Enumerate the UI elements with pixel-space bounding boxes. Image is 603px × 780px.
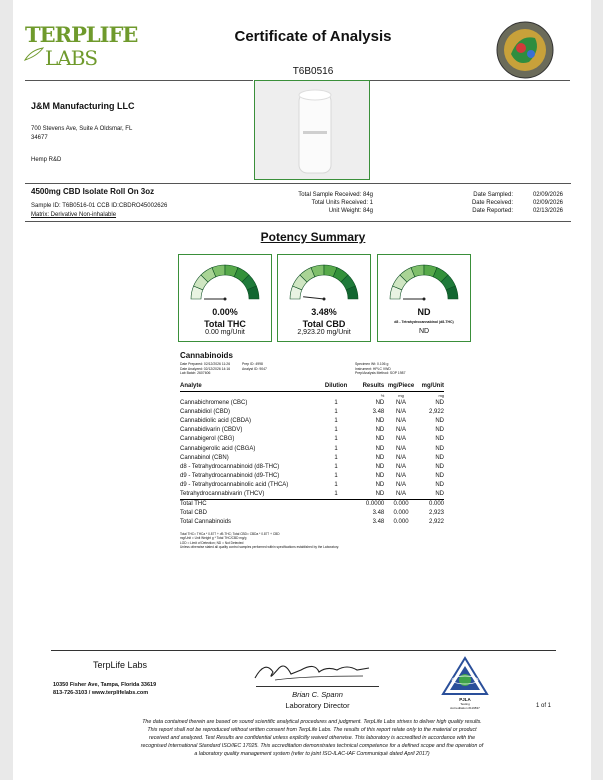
table-cell: 1 — [334, 490, 338, 497]
date-values — [513, 191, 563, 215]
gauge-card-cbd — [277, 254, 371, 342]
table-cell: Results — [351, 382, 385, 392]
product-name: 4500mg CBD Isolate Roll On 3oz — [31, 187, 155, 196]
table-cell: Cannabigerolic acid (CBGA) — [180, 445, 256, 452]
table-cell: 0.0000 — [351, 500, 385, 510]
table-cell: 3.48 — [372, 510, 385, 517]
table-cell: 1 — [334, 418, 338, 425]
table-cell: Cannabidiol (CBD) — [180, 409, 231, 416]
table-cell: N/A — [396, 445, 407, 452]
header-rule-left — [25, 80, 253, 81]
disclaimer-line: The data contained therein are based on sound scientific analytical procedures and judgment. TerpLife Labs strives to deliver high quality results. — [142, 719, 482, 725]
note-line: Unless otherwise stated all quality control samples performed within specifications established by the Laboratory. — [180, 545, 340, 550]
date-value: 02/09/2026 — [532, 192, 563, 198]
section-rule — [25, 221, 571, 222]
lab-name: TerpLife Labs — [93, 660, 148, 670]
table-row — [180, 382, 444, 392]
table-cell: N/A — [396, 436, 407, 443]
meta-line: Prep/Analysis Method: SOP 1987 — [355, 371, 406, 375]
table-cell: 1 — [334, 463, 338, 470]
table-cell: 1 — [334, 409, 338, 416]
date-value: 02/09/2026 — [532, 200, 563, 206]
table-cell: N/A — [396, 463, 407, 470]
signatory-name: Brian C. Spann — [292, 690, 343, 699]
meta-line: Prep ID: 4998 — [242, 362, 263, 366]
table-cell — [321, 392, 350, 400]
table-cell: N/A — [396, 427, 407, 434]
lab-address-block — [53, 681, 156, 697]
table-row — [180, 426, 444, 435]
table-cell: mg/Piece — [384, 382, 418, 392]
roll-on-bottle-icon — [255, 81, 369, 179]
gauge-card-d8thc — [377, 254, 471, 342]
gauge-percent: ND — [417, 307, 431, 317]
header-rule-right — [370, 80, 570, 81]
gauge-sub: 0.00 mg/Unit — [205, 329, 245, 336]
table-row — [180, 500, 444, 510]
cannabinoids-title: Cannabinoids — [180, 351, 233, 360]
address-line: 34677 — [31, 135, 48, 141]
product-photo — [254, 80, 370, 180]
table-cell: ND — [375, 454, 385, 461]
disclaimer-line: recognised International Standard ISO/IEC 17025. This accreditation demonstrates technical competence for a defined scope and the operation of — [140, 743, 484, 749]
meta-line: Lab Batch: 2607606 — [180, 371, 211, 375]
table-cell: 0.000 — [418, 500, 444, 510]
received-line: Total Units Received: 1 — [311, 200, 373, 206]
gauge-icon — [388, 259, 460, 307]
meta-line: Analyst ID: 9047 — [242, 366, 267, 371]
meta-col-2 — [242, 362, 267, 371]
table-cell: Analyte — [180, 382, 321, 392]
table-row — [180, 417, 444, 426]
client-type: Hemp R&D — [31, 157, 62, 163]
lab-address: 10350 Fisher Ave, Tampa, Florida 33619 — [53, 682, 157, 688]
meta-line: Specimen Wt: 0.106 g — [355, 362, 389, 366]
sample-id: Sample ID: T6B0516-01 CCB ID:CBDRO45002626 — [31, 203, 168, 209]
table-cell: N/A — [396, 400, 407, 407]
table-cell: 1 — [334, 445, 338, 452]
gauge-name: Total THC — [204, 319, 246, 329]
report-code: T6B0516 — [292, 66, 334, 77]
table-cell: N/A — [396, 481, 407, 488]
accreditation-line: Accreditation #119837 — [450, 705, 480, 710]
date-label: Date Received: — [471, 200, 513, 206]
gauge-sub: ND — [418, 328, 430, 335]
gauge-percent: 0.00% — [212, 307, 238, 317]
table-row — [180, 435, 444, 444]
table-cell: N/A — [396, 418, 407, 425]
table-cell: ND — [435, 463, 444, 470]
table-row — [180, 490, 444, 500]
accreditation-line: Testing — [460, 702, 470, 706]
note-line: LOD = Limit of Detection; ND = Not Detected — [180, 540, 244, 545]
disclaimer-line: received and analyzed. Test Results are confidential unless explicitly waived otherwise. This laboratory is accredited in accordance with the — [148, 735, 476, 741]
table-cell: 3.48 — [372, 409, 385, 416]
table-cell: mg/Unit — [418, 382, 444, 392]
table-cell: 1 — [334, 427, 338, 434]
table-cell: ND — [435, 400, 444, 407]
sample-matrix: Matrix: Derivative Non-inhalable — [31, 212, 117, 218]
table-cell: 1 — [334, 472, 338, 479]
gauge-sub: 2,923.20 mg/Unit — [297, 329, 351, 336]
table-cell — [180, 392, 321, 400]
table-cell: d8 - Tetrahydrocannabinoid (d8-THC) — [180, 463, 280, 470]
table-row — [180, 472, 444, 481]
table-cell: 3.48 — [372, 519, 385, 526]
meta-line: Date Analyzed: 02/12/2026 14:16 — [180, 366, 231, 371]
gauge-hub — [423, 298, 426, 301]
date-labels — [443, 191, 513, 215]
signature-image — [245, 658, 375, 686]
signatory-title: Laboratory Director — [285, 701, 350, 710]
page-number: 1 of 1 — [536, 703, 552, 709]
footer-rule — [51, 650, 556, 651]
gauge-hub — [323, 298, 326, 301]
disclaimer — [73, 718, 551, 758]
meta-col-3 — [355, 362, 405, 376]
table-cell: % — [380, 393, 385, 398]
lab-contact: 813-726-3103 / www.terplifelabs.com — [53, 690, 149, 696]
table-cell: ND — [435, 472, 444, 479]
table-row — [180, 408, 444, 417]
accreditation-sub — [437, 703, 493, 710]
accreditation-name: PJLA — [459, 697, 471, 702]
received-info — [253, 191, 373, 215]
meta-col-1 — [180, 362, 230, 376]
gauge-card-thc — [178, 254, 272, 342]
table-cell: ND — [435, 427, 444, 434]
table-cell: Cannabigerol (CBG) — [180, 436, 235, 443]
signature-line — [256, 686, 379, 687]
date-label: Date Reported: — [472, 208, 513, 214]
table-cell: Dilution — [321, 382, 350, 392]
table-cell — [321, 509, 350, 518]
table-cell: N/A — [396, 454, 407, 461]
table-row — [180, 454, 444, 463]
coa-page — [13, 0, 591, 780]
potency-summary-title: Potency Summary — [260, 230, 366, 244]
table-cell: 1 — [334, 454, 338, 461]
table-cell: ND — [375, 472, 385, 479]
table-row — [180, 444, 444, 453]
table-cell: ND — [375, 427, 385, 434]
section-rule — [25, 183, 571, 184]
received-line: Total Sample Received: 84g — [298, 192, 373, 198]
table-cell: ND — [435, 445, 444, 452]
table-cell: N/A — [396, 490, 407, 497]
table-cell: ND — [435, 418, 444, 425]
table-cell: Cannabidiolic acid (CBDA) — [180, 418, 252, 425]
table-cell: 2,923 — [428, 510, 444, 517]
cannabinoids-table — [180, 382, 444, 527]
table-row — [180, 509, 444, 518]
table-cell: 0.000 — [393, 519, 409, 526]
table-cell: 1 — [334, 481, 338, 488]
table-cell: Total CBD — [180, 510, 208, 517]
table-cell — [321, 500, 350, 510]
table-cell — [321, 518, 350, 527]
gauge-icon — [189, 259, 261, 307]
table-cell: d9 - Tetrahydrocannabinoid (d9-THC) — [180, 472, 280, 479]
table-row — [180, 399, 444, 408]
gauge-name: d8 - Tetrahydrocannabinol (d8-THC) — [394, 320, 454, 324]
client-address — [31, 125, 132, 143]
table-cell: Cannabinol (CBN) — [180, 454, 229, 461]
table-cell: 0.000 — [384, 500, 418, 510]
logo-text-bottom: LABS — [45, 46, 98, 70]
logo-text-top: TERPLIFE — [25, 22, 138, 47]
leaf-icon — [23, 46, 45, 62]
document-title: Certificate of Analysis — [234, 28, 392, 45]
table-row — [180, 518, 444, 527]
table-cell: 2,922 — [428, 519, 444, 526]
table-cell: 2,922 — [428, 409, 444, 416]
gauge-percent: 3.48% — [311, 307, 337, 317]
table-cell: d9 - Tetrahydrocannabinolic acid (THCA) — [180, 481, 289, 488]
gauge-icon — [288, 259, 360, 307]
gauge-hub — [224, 298, 227, 301]
meta-line: Instrument: HPLC VWD — [355, 366, 391, 371]
table-cell: ND — [435, 490, 444, 497]
gauge-name: Total CBD — [302, 319, 346, 329]
table-cell: ND — [375, 436, 385, 443]
table-notes — [180, 532, 339, 550]
table-row — [180, 481, 444, 490]
date-label: Date Sampled: — [473, 192, 513, 198]
table-cell: ND — [375, 490, 385, 497]
lab-seal-icon — [495, 20, 555, 80]
table-cell: 1 — [334, 436, 338, 443]
table-cell: Cannabichromene (CBC) — [180, 400, 248, 407]
gauge-needle — [303, 297, 324, 299]
note-line: mg/Unit = Unit Weight g * Total THC/CBD mg/g — [180, 536, 247, 541]
note-line: Total THC= THCa * 0.877 + d9-THC; Total CBD= CBDa * 0.877 + CBD — [180, 532, 280, 536]
table-row — [180, 392, 444, 400]
table-cell: ND — [435, 454, 444, 461]
date-value: 02/13/2026 — [532, 208, 563, 214]
terplife-logo — [21, 22, 138, 76]
table-cell: Tetrahydrocannabivarin (THCV) — [180, 490, 265, 497]
table-cell: Total Cannabinoids — [180, 519, 232, 526]
table-cell: N/A — [396, 409, 407, 416]
client-name: J&M Manufacturing LLC — [31, 101, 135, 111]
table-cell: ND — [435, 481, 444, 488]
table-row — [180, 463, 444, 472]
table-cell: mg — [438, 393, 444, 398]
table-cell: N/A — [396, 472, 407, 479]
table-cell: 0.000 — [393, 510, 409, 517]
table-cell: mg — [398, 393, 404, 398]
table-cell: Total THC — [180, 500, 321, 510]
table-cell: ND — [375, 481, 385, 488]
table-cell: ND — [375, 445, 385, 452]
table-cell: 1 — [334, 400, 338, 407]
address-line: 700 Stevens Ave, Suite A Oldsmar, FL — [31, 126, 133, 132]
table-cell: Cannabidivarin (CBDV) — [180, 427, 243, 434]
table-cell: ND — [375, 400, 385, 407]
table-cell: ND — [375, 418, 385, 425]
disclaimer-line: a laboratory quality management system (refer to joint ISO-ILAC-IAF Communiqué dated April 2017) — [194, 751, 430, 757]
disclaimer-line: This report shall not be reproduced without written consent from TerpLife Labs. The results of this report relate only to the material or product — [147, 727, 477, 733]
meta-line: Date Prepared: 02/12/2026 11:26 — [180, 362, 231, 366]
received-line: Unit Weight: 84g — [328, 208, 373, 214]
table-cell: ND — [375, 463, 385, 470]
table-cell: ND — [435, 436, 444, 443]
